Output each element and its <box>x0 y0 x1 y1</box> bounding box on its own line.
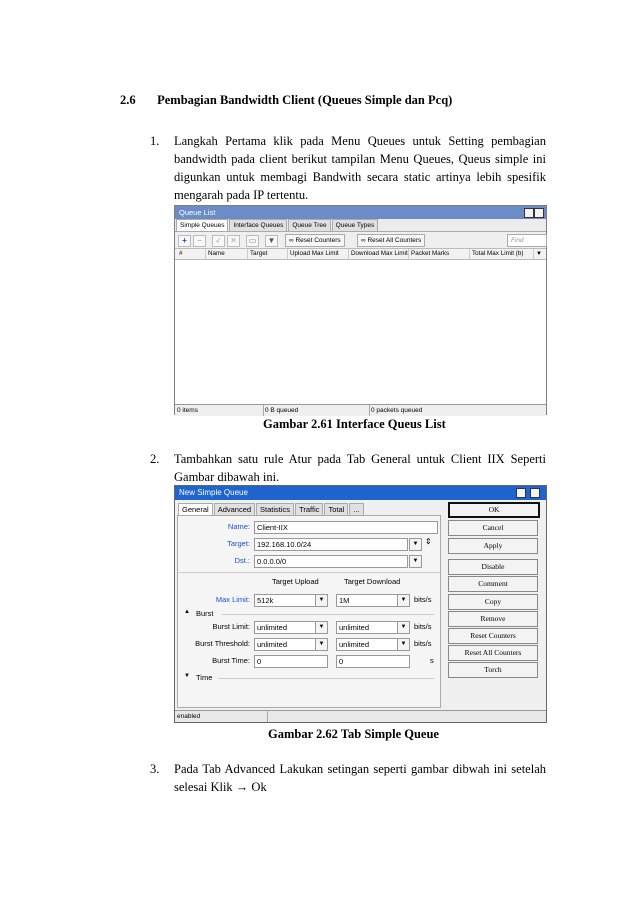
burst-threshold-download-field[interactable]: unlimited <box>336 638 398 651</box>
general-panel <box>177 515 441 708</box>
close-button[interactable] <box>534 208 544 218</box>
title-bar <box>175 486 546 500</box>
col-name[interactable]: Name <box>205 249 225 259</box>
burst-time-download-field[interactable]: 0 <box>336 655 410 668</box>
reset-counters-button[interactable]: ∞ Reset Counters <box>285 234 345 247</box>
col-packet-marks[interactable]: Packet Marks <box>408 249 449 259</box>
reset-counters-button[interactable]: Reset Counters <box>448 628 538 644</box>
queue-list-body <box>175 260 546 404</box>
reset-all-counters-button[interactable]: ∞ Reset All Counters <box>357 234 425 247</box>
section-heading <box>120 93 452 108</box>
tab-interface-queues[interactable]: Interface Queues <box>229 219 287 231</box>
tab-traffic[interactable]: Traffic <box>295 503 323 515</box>
tab-general[interactable]: General <box>178 503 213 515</box>
seconds-unit: s <box>430 656 434 665</box>
close-button[interactable] <box>530 488 540 498</box>
col-target[interactable]: Target <box>247 249 268 259</box>
bits-unit: bits/s <box>414 595 432 604</box>
name-field[interactable]: Client-IIX <box>254 521 438 534</box>
torch-button[interactable]: Torch <box>448 662 538 678</box>
reset-counters-label: Reset Counters <box>295 237 341 244</box>
dst-field[interactable]: 0.0.0.0/0 <box>254 555 408 568</box>
max-limit-label: Max Limit: <box>215 595 250 604</box>
cancel-button[interactable]: Cancel <box>448 520 538 536</box>
up-down-icon[interactable]: ⇕ <box>425 537 432 546</box>
status-bar <box>175 710 546 722</box>
chevron-down-icon[interactable]: ▼ <box>315 621 328 634</box>
time-section-label: Time <box>196 673 213 682</box>
burst-threshold-upload-field[interactable]: unlimited <box>254 638 316 651</box>
column-header <box>175 249 546 260</box>
window-title: New Simple Queue <box>179 488 248 497</box>
target-field[interactable]: 192.168.10.0/24 <box>254 538 408 551</box>
column-menu-icon[interactable]: ▼ <box>533 249 542 259</box>
comment-icon[interactable]: ▭ <box>246 235 259 247</box>
divider <box>218 678 434 679</box>
add-icon[interactable]: + <box>178 235 191 247</box>
divider <box>222 614 434 615</box>
col-number[interactable]: # <box>179 250 183 257</box>
collapse-arrow-icon[interactable]: ▲ <box>184 609 190 615</box>
remove-button[interactable]: Remove <box>448 611 538 627</box>
disable-button[interactable]: Disable <box>448 559 538 575</box>
name-label: Name: <box>227 522 250 531</box>
tab-statistics[interactable]: Statistics <box>256 503 294 515</box>
expand-arrow-icon[interactable]: ▼ <box>184 673 190 679</box>
filter-icon[interactable]: ▼ <box>265 235 278 247</box>
step-3 <box>150 760 546 796</box>
dst-label: Dst.: <box>234 556 250 565</box>
reset-all-counters-label: Reset All Counters <box>367 237 422 244</box>
chevron-down-icon[interactable]: ▼ <box>397 621 410 634</box>
figure-2-caption: Gambar 2.62 Tab Simple Queue <box>268 727 439 741</box>
target-upload-header: Target Upload <box>272 577 319 586</box>
burst-time-label: Burst Time: <box>212 656 250 665</box>
tab-bar <box>175 219 546 232</box>
burst-limit-upload-field[interactable]: unlimited <box>254 621 316 634</box>
max-limit-download-field[interactable]: 1M <box>336 594 398 607</box>
divider <box>178 572 440 573</box>
section-number: 2.6 <box>120 93 136 107</box>
section-title: Pembagian Bandwidth Client (Queues Simple dan Pcq) <box>157 93 453 107</box>
window-title: Queue List <box>179 208 216 217</box>
burst-section-label: Burst <box>196 609 214 618</box>
burst-threshold-label: Burst Threshold: <box>195 639 250 648</box>
queue-list-window <box>174 205 547 415</box>
burst-time-upload-field[interactable]: 0 <box>254 655 328 668</box>
maximize-button[interactable] <box>516 488 526 498</box>
chevron-down-icon[interactable]: ▼ <box>409 555 422 568</box>
col-download-max-limit[interactable]: Download Max Limit <box>348 249 408 259</box>
find-input[interactable]: Find <box>507 234 547 247</box>
comment-button[interactable]: Comment <box>448 576 538 592</box>
status-items: 0 items <box>175 405 264 416</box>
bits-unit: bits/s <box>414 622 432 631</box>
col-total-max-limit[interactable]: Total Max Limit (b) <box>469 249 523 259</box>
disable-icon[interactable]: ✕ <box>227 235 240 247</box>
burst-limit-download-field[interactable]: unlimited <box>336 621 398 634</box>
chevron-down-icon[interactable]: ▼ <box>315 638 328 651</box>
step-number: 3. <box>150 762 160 776</box>
status-enabled: enabled <box>175 711 268 722</box>
figure-1-caption: Gambar 2.61 Interface Queus List <box>263 417 446 431</box>
tab-bar <box>177 503 364 515</box>
chevron-down-icon[interactable]: ▼ <box>397 594 410 607</box>
step-1 <box>150 132 546 204</box>
step-number: 2. <box>150 452 160 466</box>
col-upload-max-limit[interactable]: Upload Max Limit <box>287 249 339 259</box>
step-2 <box>150 450 546 486</box>
burst-limit-label: Burst Limit: <box>212 622 250 631</box>
tab-queue-types[interactable]: Queue Types <box>332 219 379 231</box>
bits-unit: bits/s <box>414 639 432 648</box>
tab-simple-queues[interactable]: Simple Queues <box>176 219 228 231</box>
chevron-down-icon[interactable]: ▼ <box>397 638 410 651</box>
step-text: Tambahkan satu rule Atur pada Tab General untuk Client IIX Seperti Gambar dibawah ini. <box>174 452 546 484</box>
remove-icon[interactable]: − <box>193 235 206 247</box>
enable-icon[interactable]: ✓ <box>212 235 225 247</box>
status-bar <box>175 404 546 416</box>
copy-button[interactable]: Copy <box>448 594 538 610</box>
title-bar <box>175 206 546 219</box>
chevron-down-icon[interactable]: ▼ <box>315 594 328 607</box>
maximize-button[interactable] <box>524 208 534 218</box>
target-label: Target: <box>227 539 250 548</box>
toolbar <box>175 232 546 249</box>
tab-queue-tree[interactable]: Queue Tree <box>288 219 330 231</box>
target-download-header: Target Download <box>344 577 401 586</box>
status-packets-queued: 0 packets queued <box>371 407 423 414</box>
tab-advanced[interactable]: Advanced <box>214 503 255 515</box>
max-limit-upload-field[interactable]: 512k <box>254 594 316 607</box>
ok-button[interactable]: OK <box>448 502 540 518</box>
step-number: 1. <box>150 134 160 148</box>
tab-total[interactable]: Total <box>324 503 348 515</box>
reset-all-counters-button[interactable]: Reset All Counters <box>448 645 538 661</box>
chevron-down-icon[interactable]: ▼ <box>409 538 422 551</box>
step-text: Pada Tab Advanced Lakukan setingan seperti gambar dibwah ini setelah selesai Klik → Ok <box>174 762 546 794</box>
tab-more[interactable]: ... <box>349 503 363 515</box>
status-bytes-queued: 0 B queued <box>263 405 370 416</box>
apply-button[interactable]: Apply <box>448 538 538 554</box>
step-text: Langkah Pertama klik pada Menu Queues untuk Setting pembagian bandwidth pada client berikut tampilan Menu Queues, Queus simple ini digunkan untuk membagi Bandwith secara static artinya lebih spesifik mengarah pada IP tertentu. <box>174 134 546 202</box>
